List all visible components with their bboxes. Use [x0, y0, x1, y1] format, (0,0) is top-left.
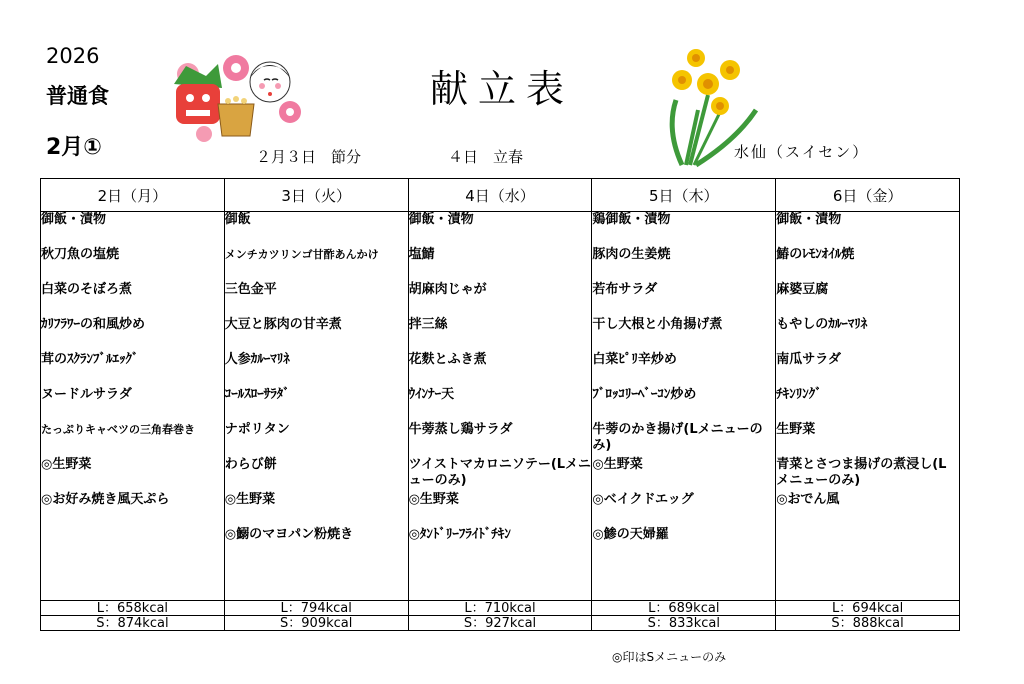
menu-item: 茸のｽｸﾗﾝﾌﾞﾙｴｯｸﾞ — [41, 352, 139, 367]
menu-item: 三色金平 — [224, 282, 277, 297]
year-label: 2026 — [46, 44, 100, 68]
menu-item: もやしのｶﾙｰﾏﾘﾈ — [776, 317, 868, 332]
day-header: 2日（月） — [41, 179, 225, 212]
event-risshun: ４日 立春 — [448, 148, 524, 166]
menu-item: 秋刀魚の塩焼 — [41, 247, 120, 262]
menu-table — [40, 178, 960, 631]
menu-item: 鶏御飯・漬物 — [592, 212, 671, 227]
menu-item: ◎鯵の天婦羅 — [592, 527, 669, 542]
menu-item: ヌードルサラダ — [41, 387, 132, 402]
menu-item: 御飯・漬物 — [408, 212, 474, 227]
kcal-s-row — [41, 616, 960, 631]
daffodil-flower-icon — [687, 49, 705, 67]
menu-item: ◎生野菜 — [224, 492, 276, 507]
menu-item: 鰆のﾚﾓﾝｵｲﾙ焼 — [776, 247, 855, 262]
menu-item: 若布サラダ — [592, 282, 658, 297]
menu-item: 白菜ﾋﾟﾘ辛炒め — [592, 352, 677, 367]
menu-item: 干し大根と小角揚げ煮 — [592, 317, 723, 332]
menu-item: ◎お好み焼き風天ぷら — [41, 492, 170, 507]
day-header: 5日（木） — [592, 179, 776, 212]
plum-flower-icon — [196, 126, 212, 142]
menu-item: 南瓜サラダ — [776, 352, 842, 367]
kcal-s-value: S：874kcal — [41, 616, 225, 631]
menu-item: ◎おでん風 — [776, 492, 840, 507]
menu-item: 御飯・漬物 — [41, 212, 107, 227]
menu-item: 人参ｶﾙｰﾏﾘﾈ — [224, 352, 290, 367]
day-menu-cell — [592, 212, 776, 601]
menu-item: ナポリタン — [224, 422, 290, 437]
menu-item: 牛蒡蒸し鶏サラダ — [408, 422, 513, 437]
page-title: 献立表 — [430, 67, 575, 111]
day-header: 4日（水） — [408, 179, 592, 212]
event-setsubun: ２月３日 節分 — [256, 148, 362, 166]
day-header-row — [41, 179, 960, 212]
narcissus-illustration — [646, 40, 766, 170]
menu-item: メンチカツリンゴ甘酢あんかけ — [224, 248, 379, 261]
leaf-icon — [696, 110, 756, 165]
oni-face-icon — [176, 84, 220, 124]
day-header: 3日（火） — [224, 179, 408, 212]
menu-item: わらび餅 — [224, 457, 277, 472]
kcal-l-value: L：710kcal — [408, 601, 592, 616]
menu-item: 牛蒡のかき揚げ(Lメニューのみ) — [592, 422, 763, 453]
menu-item: 豚肉の生姜焼 — [592, 247, 671, 262]
kcal-s-value: S：833kcal — [592, 616, 776, 631]
footnote: ◎印はSメニューのみ — [612, 650, 727, 664]
menu-item: ｳｲﾝﾅｰ天 — [408, 387, 455, 402]
menu-item: 麻婆豆腐 — [776, 282, 829, 297]
flower-name-label: 水仙（スイセン） — [734, 143, 870, 161]
menu-item: 白菜のそぼろ煮 — [41, 282, 133, 297]
diet-type-label: 普通食 — [46, 84, 109, 108]
kcal-s-value: S：909kcal — [224, 616, 408, 631]
menu-item: 御飯 — [224, 212, 251, 227]
menu-item: 生野菜 — [776, 422, 816, 437]
day-menu-cell — [224, 212, 408, 601]
menu-item: 胡麻肉じゃが — [408, 282, 487, 297]
menu-item: ツイストマカロニソテー(Lメニューのみ) — [408, 457, 592, 488]
menu-item: ◎生野菜 — [408, 492, 459, 507]
menu-item: ◎鰯のマヨパン粉焼き — [224, 527, 354, 542]
leaf-icon — [672, 100, 682, 165]
menu-item: 拌三絲 — [408, 317, 448, 332]
day-menu-cell — [776, 212, 960, 601]
daffodil-flower-icon — [711, 97, 729, 115]
menu-item: 塩鯖 — [408, 247, 435, 262]
day-menu-cell — [41, 212, 225, 601]
menu-item: ◎ベイクドエッグ — [592, 492, 694, 507]
month-label: 2月① — [46, 135, 102, 160]
menu-item: たっぷりキャベツの三角春巻き — [41, 423, 195, 436]
menu-item: ◎生野菜 — [41, 457, 92, 472]
menu-item: ｶﾘﾌﾗﾜｰの和風炒め — [41, 317, 146, 332]
menu-item: ﾌﾞﾛｯｺﾘｰﾍﾞｰｺﾝ炒め — [592, 387, 697, 402]
menu-item: ﾁｷﾝﾘﾝｸﾞ — [776, 387, 822, 402]
menu-item: 花麩とふき煮 — [408, 352, 487, 367]
day-header: 6日（金） — [776, 179, 960, 212]
menu-item: 大豆と豚肉の甘辛煮 — [224, 317, 342, 332]
kcal-l-value: L：794kcal — [224, 601, 408, 616]
daffodil-flower-icon — [720, 60, 740, 80]
kcal-l-value: L：689kcal — [592, 601, 776, 616]
kcal-l-value: L：658kcal — [41, 601, 225, 616]
bean-box-icon — [218, 104, 254, 136]
setsubun-illustration — [166, 46, 306, 146]
daffodil-flower-icon — [697, 73, 719, 95]
kcal-l-value: L：694kcal — [776, 601, 960, 616]
menu-item: 青菜とさつま揚げの煮浸し(Lメニューのみ) — [776, 457, 947, 488]
daffodil-flower-icon — [672, 70, 692, 90]
kcal-l-row — [41, 601, 960, 616]
menu-items-row — [41, 212, 960, 601]
day-menu-cell — [408, 212, 592, 601]
kcal-s-value: S：927kcal — [408, 616, 592, 631]
menu-item: 御飯・漬物 — [776, 212, 842, 227]
kcal-s-value: S：888kcal — [776, 616, 960, 631]
menu-item: ◎生野菜 — [592, 457, 643, 472]
menu-item: ◎ﾀﾝﾄﾞﾘｰﾌﾗｲﾄﾞﾁｷﾝ — [408, 527, 511, 542]
menu-item: ｺｰﾙｽﾛｰｻﾗﾀﾞ — [224, 387, 290, 402]
